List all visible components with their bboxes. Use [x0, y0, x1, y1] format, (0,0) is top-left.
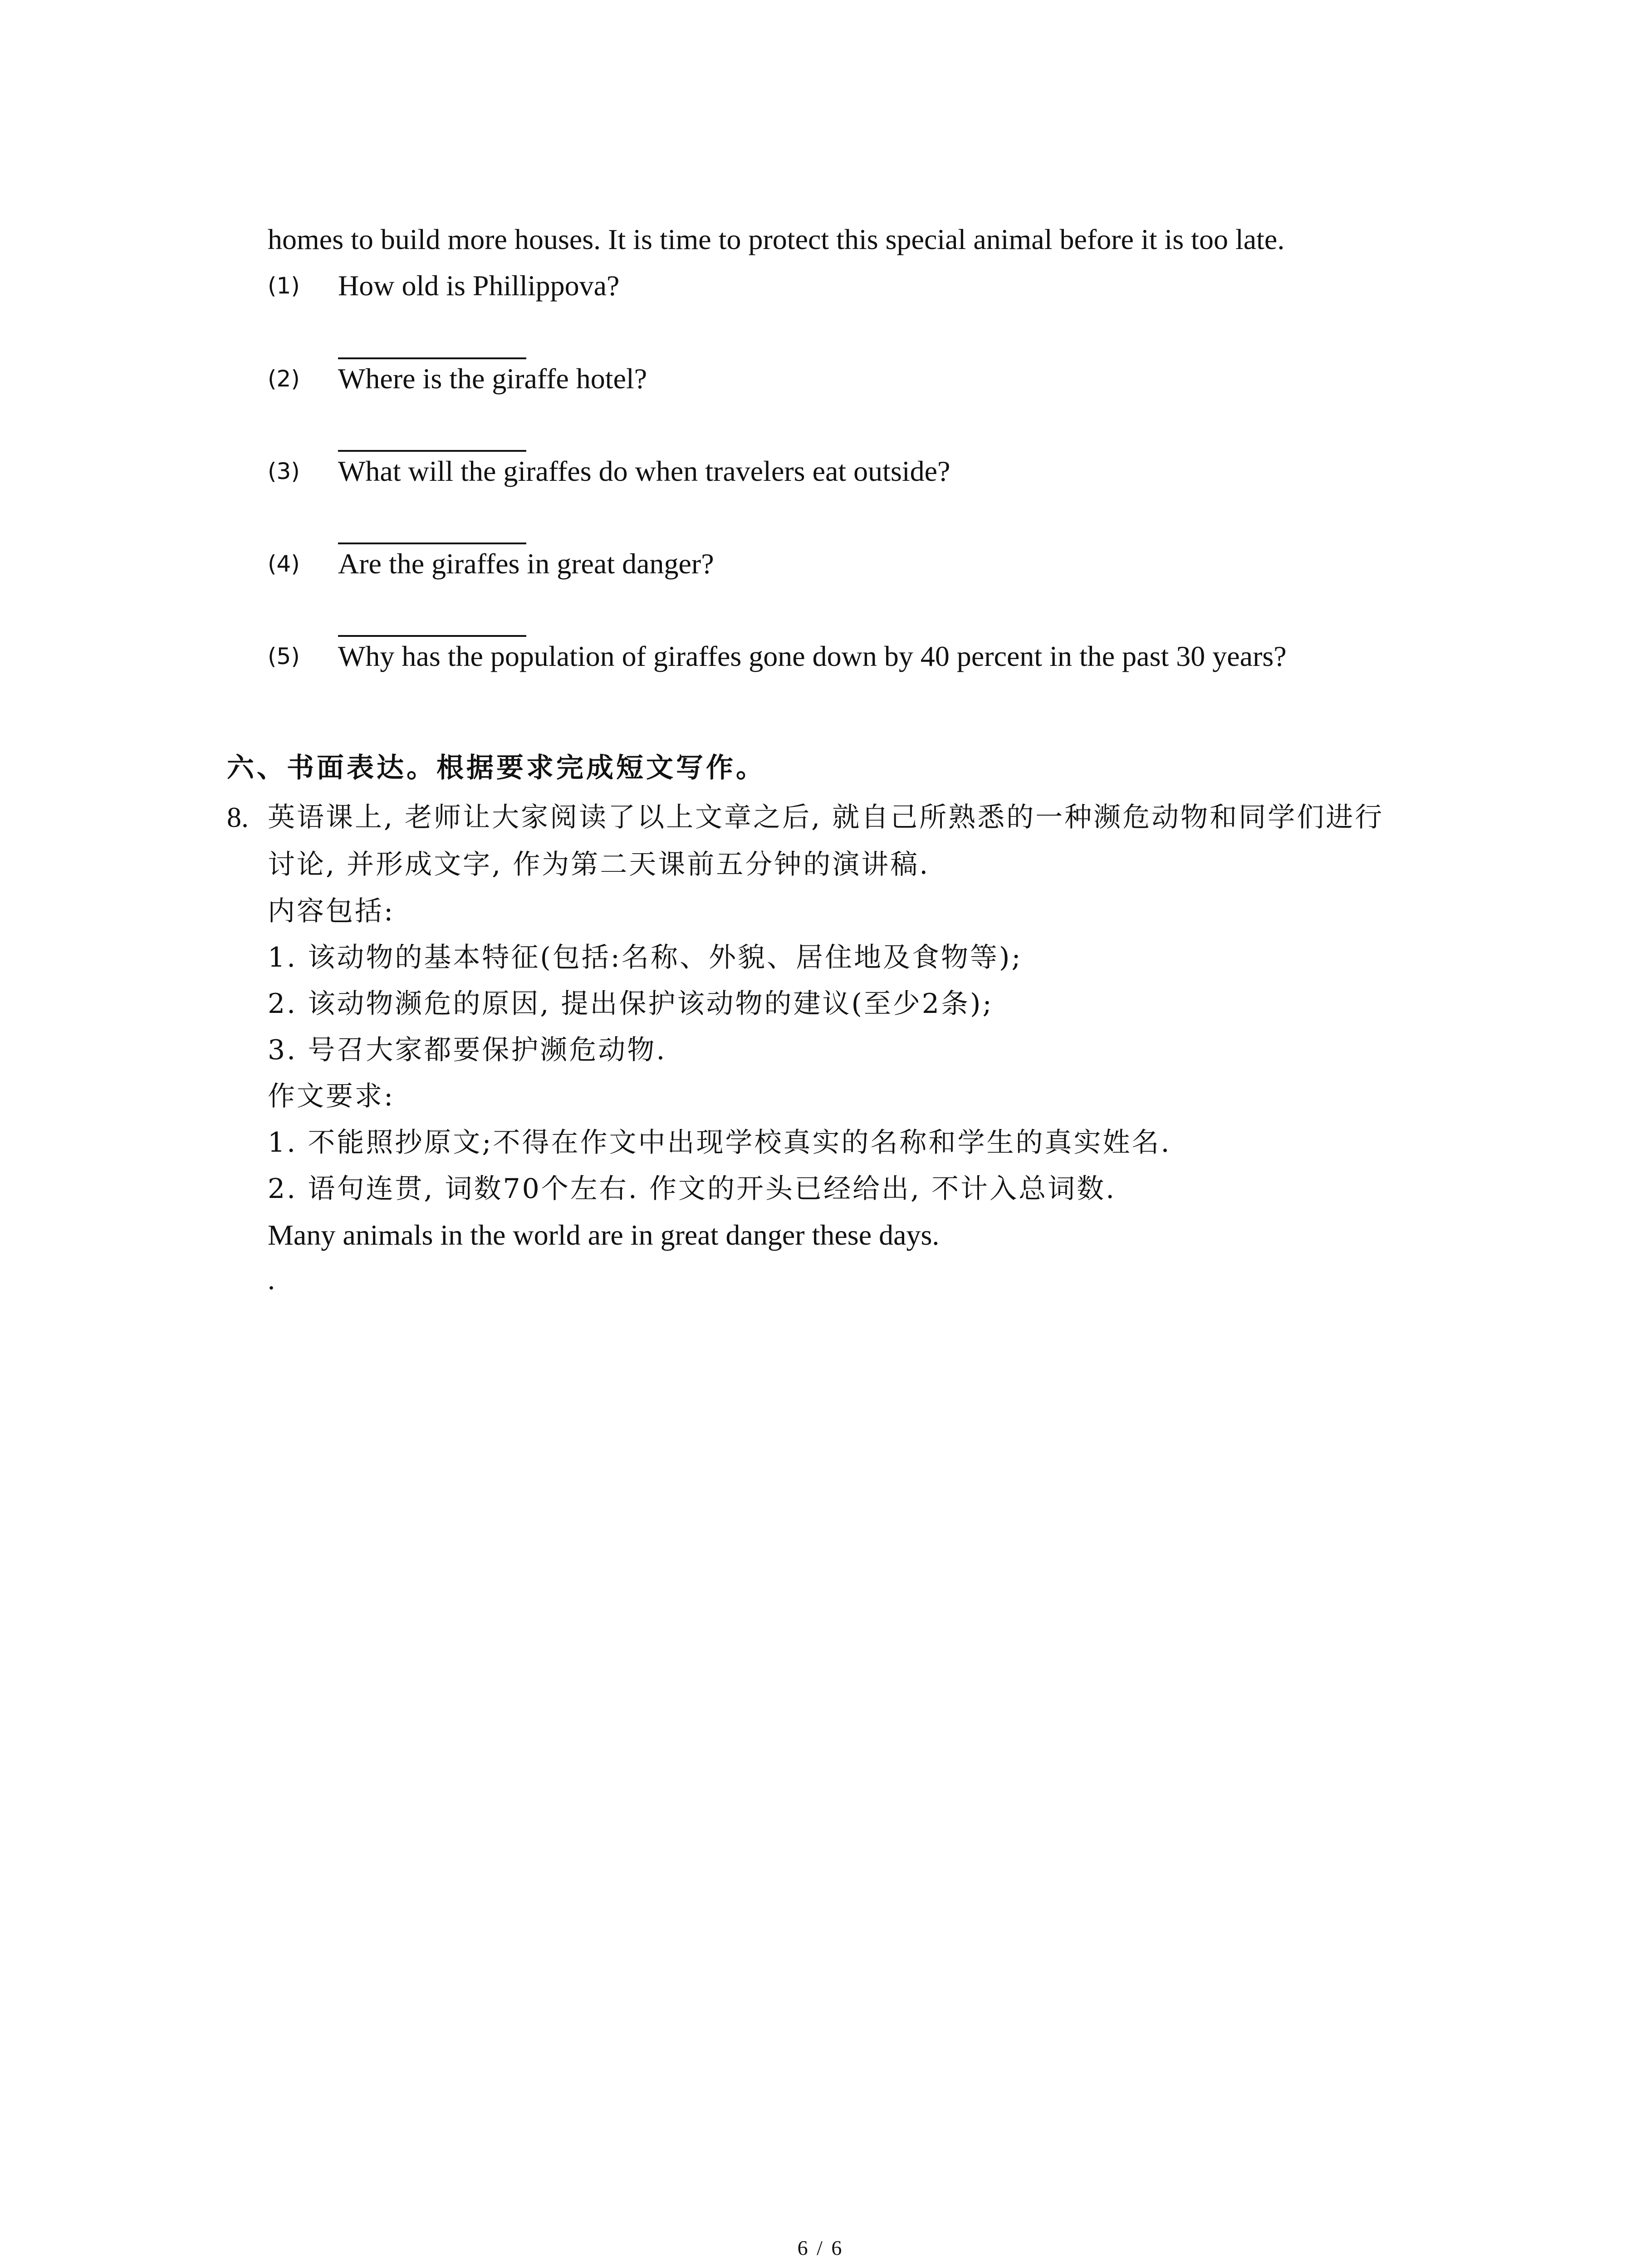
page-number: 6 / 6: [797, 2236, 844, 2259]
question-text: Where is the giraffe hotel?: [338, 362, 647, 395]
question-number: (5): [268, 643, 300, 670]
content-label: 内容包括:: [268, 895, 395, 927]
answer-blank[interactable]: [338, 450, 526, 452]
question-text: Are the giraffes in great danger?: [338, 547, 714, 580]
task-intro-line: 英语课上, 老师让大家阅读了以上文章之后, 就自己所熟悉的一种濒危动物和同学们进行: [268, 802, 1384, 833]
passage-last-line: homes to build more houses. It is time to protect this special animal before it is too late.: [268, 223, 1285, 255]
question-number: (3): [268, 458, 300, 484]
question-text: Why has the population of giraffes gone down by 40 percent in the past 30 years?: [338, 640, 1287, 672]
content-item: 1. 该动物的基本特征(包括:名称、外貌、居住地及食物等);: [268, 942, 1023, 973]
essay-opening: Many animals in the world are in great danger these days.: [268, 1219, 940, 1251]
question-number: (1): [268, 273, 300, 299]
answer-blank[interactable]: [338, 543, 526, 544]
question-text: How old is Phillippova?: [338, 269, 620, 302]
requirement-item: 2. 语句连贯, 词数70个左右. 作文的开头已经给出, 不计入总词数.: [268, 1173, 1117, 1205]
section-heading: 六、书面表达。根据要求完成短文写作。: [227, 752, 766, 784]
answer-blank[interactable]: [338, 357, 526, 359]
essay-end-mark: .: [268, 1263, 275, 1295]
task-intro-line: 讨论, 并形成文字, 作为第二天课前五分钟的演讲稿.: [268, 849, 930, 880]
content-item: 3. 号召大家都要保护濒危动物.: [268, 1034, 667, 1066]
task-number: 8.: [227, 801, 249, 833]
question-number: (4): [268, 551, 300, 577]
question-number: (2): [268, 366, 300, 392]
requirement-item: 1. 不能照抄原文;不得在作文中出现学校真实的名称和学生的真实姓名.: [268, 1127, 1171, 1158]
requirements-label: 作文要求:: [268, 1080, 395, 1112]
answer-blank[interactable]: [338, 635, 526, 637]
question-text: What will the giraffes do when travelers eat outside?: [338, 455, 950, 487]
content-item: 2. 该动物濒危的原因, 提出保护该动物的建议(至少2条);: [268, 988, 994, 1020]
